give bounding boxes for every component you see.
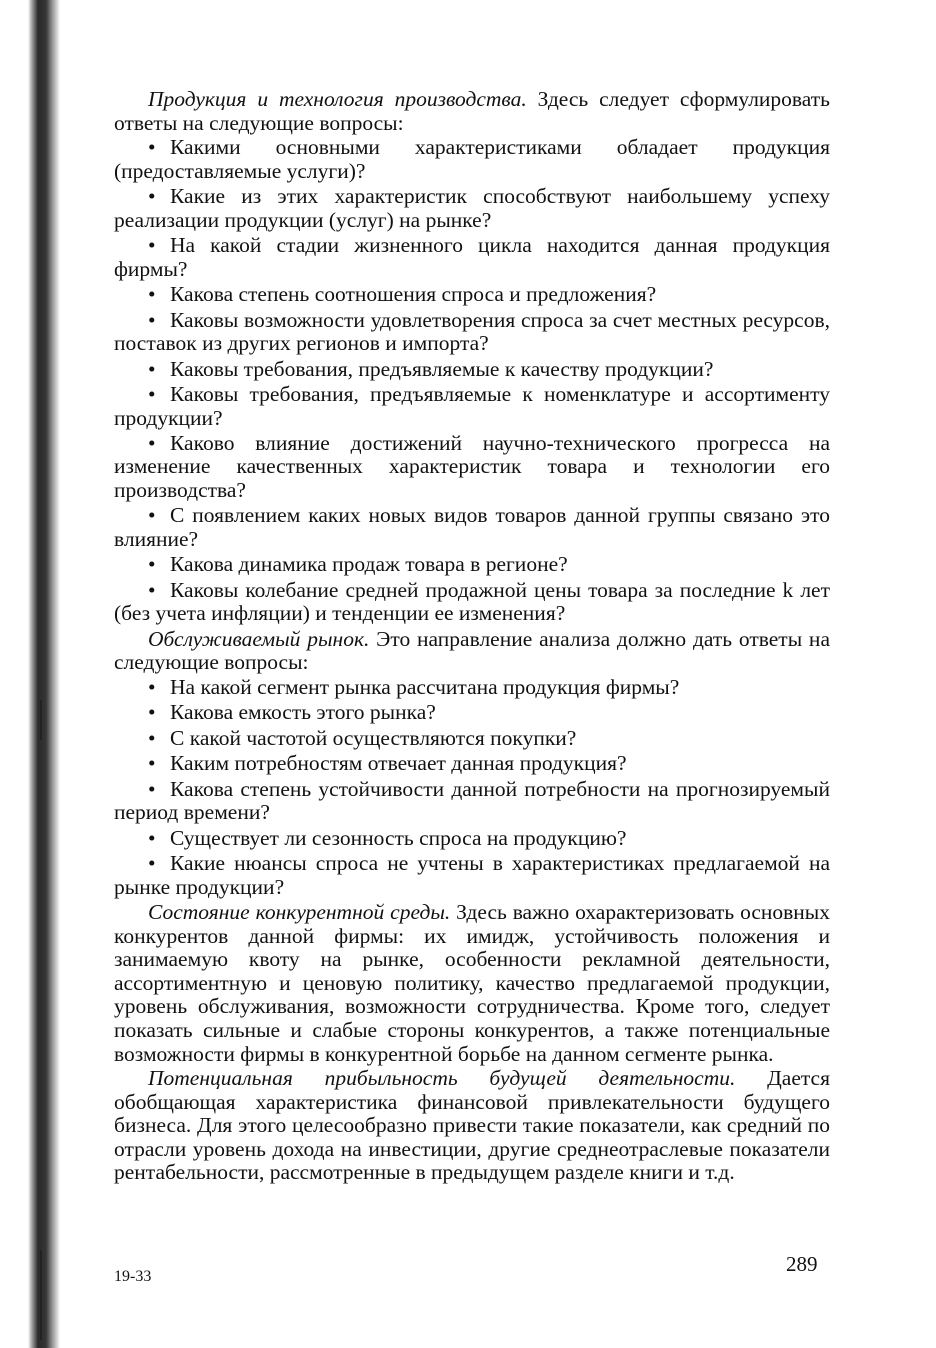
bullet-icon: •	[148, 700, 156, 725]
bullet-icon: •	[148, 577, 156, 602]
list-item: • Какова степень соотношения спроса и предложения?	[148, 282, 657, 307]
bullet-icon: •	[148, 356, 156, 381]
bullet-icon: •	[148, 184, 156, 209]
list-item: • Какова емкость этого рынка?	[148, 700, 436, 725]
document-page	[114, 88, 830, 1186]
bullet-icon: •	[148, 503, 156, 528]
section-market-heading: Обслуживаемый рынок.	[148, 626, 370, 651]
bullet-icon: •	[148, 675, 156, 700]
list-item: • Какие нюансы спроса не учтены в характеристиках предлагаемой на рынке продукции?	[114, 850, 830, 899]
bullet-icon: •	[148, 282, 156, 307]
list-item: • Каковы колебание средней продажной цены товара за последние k лет (без учета инфляции) и тенденции ее изменения?	[114, 577, 830, 626]
section-products-list	[114, 136, 830, 626]
section-profitability-heading: Потенциальная прибыльность будущей деятельности.	[148, 1066, 736, 1091]
page-number: 289	[786, 1252, 818, 1276]
section-profitability-body: Дается обобщающая характеристика финансовой привлекательности будущего бизнеса. Для этого целесообразно привести такие показатели, как средний по отрасли уровень дохода на инвестиции, другие среднеотраслевые показатели рентабельности, рассмотренные в предыдущем разделе книги и т.д.	[114, 1066, 830, 1185]
binding-edge-lower	[40, 1250, 42, 1340]
bullet-icon: •	[148, 381, 156, 406]
section-market-intro	[114, 628, 830, 675]
list-item: • Какова динамика продаж товара в регионе?	[148, 552, 568, 577]
section-competition	[114, 901, 830, 1066]
section-profitability	[114, 1067, 830, 1185]
section-competition-heading: Состояние конкурентной среды.	[148, 899, 451, 924]
section-market-list	[114, 676, 830, 899]
list-item: • Какими основными характеристиками обладает продукция (предоставляемые услуги)?	[114, 135, 830, 183]
list-item: • С появлением каких новых видов товаров данной группы связано это влияние?	[114, 503, 830, 552]
binding-shadow	[0, 0, 62, 1348]
bullet-icon: •	[148, 850, 156, 875]
list-item: • Каковы возможности удовлетворения спроса за счет местных ресурсов, поставок из других регионов и импорта?	[114, 307, 830, 356]
bullet-icon: •	[148, 776, 156, 801]
bullet-icon: •	[148, 825, 156, 850]
list-item: • На какой сегмент рынка рассчитана продукция фирмы?	[148, 675, 680, 700]
list-item: • Каковы требования, предъявляемые к качеству продукции?	[148, 356, 714, 381]
section-competition-body: Здесь важно охарактеризовать основных конкурентов данной фирмы: их имидж, устойчивость положения и занимаемую квоту на рынке, особенности рекламной деятельности, ассортиментную и ценовую политику, качество предлагаемой продукции, уровень обслуживания, возможности сотрудничества. Кроме того, следует показать сильные и слабые стороны конкурентов, а также потенциальные возможности фирмы в конкурентной борьбе на данном сегменте рынка.	[114, 899, 831, 1066]
printer-signature: 19-33	[114, 1268, 152, 1285]
list-item: • Существует ли сезонность спроса на продукцию?	[148, 825, 627, 850]
section-market-lead: Это направление анализа должно дать ответы на следующие вопросы:	[114, 626, 830, 675]
bullet-icon: •	[148, 725, 156, 750]
list-item: • На какой стадии жизненного цикла находится данная продукция фирмы?	[114, 233, 830, 281]
bullet-icon: •	[148, 430, 156, 455]
list-item: • Каким потребностям отвечает данная продукция?	[148, 751, 627, 776]
section-products-heading: Продукция и технология производства.	[148, 87, 527, 111]
bullet-icon: •	[148, 751, 156, 776]
list-item: • С какой частотой осуществляются покупки?	[148, 725, 577, 750]
bullet-icon: •	[148, 552, 156, 577]
bullet-icon: •	[148, 135, 156, 160]
list-item: • Какие из этих характеристик способствуют наибольшему успеху реализации продукции (услуг) на рынке?	[114, 184, 830, 232]
section-products-lead: Здесь следует сформулировать ответы на следующие вопросы:	[114, 87, 830, 135]
list-item: • Каковы требования, предъявляемые к номенклатуре и ассортименту продукции?	[114, 381, 830, 430]
binding-edge	[40, 700, 42, 740]
list-item: • Какова степень устойчивости данной потребности на прогнозируемый период времени?	[114, 776, 830, 825]
section-products-intro	[114, 88, 830, 135]
list-item: • Каково влияние достижений научно-технического прогресса на изменение качественных характеристик товара и технологии его производства?	[114, 430, 830, 503]
bullet-icon: •	[148, 307, 156, 332]
bullet-icon: •	[148, 233, 156, 258]
